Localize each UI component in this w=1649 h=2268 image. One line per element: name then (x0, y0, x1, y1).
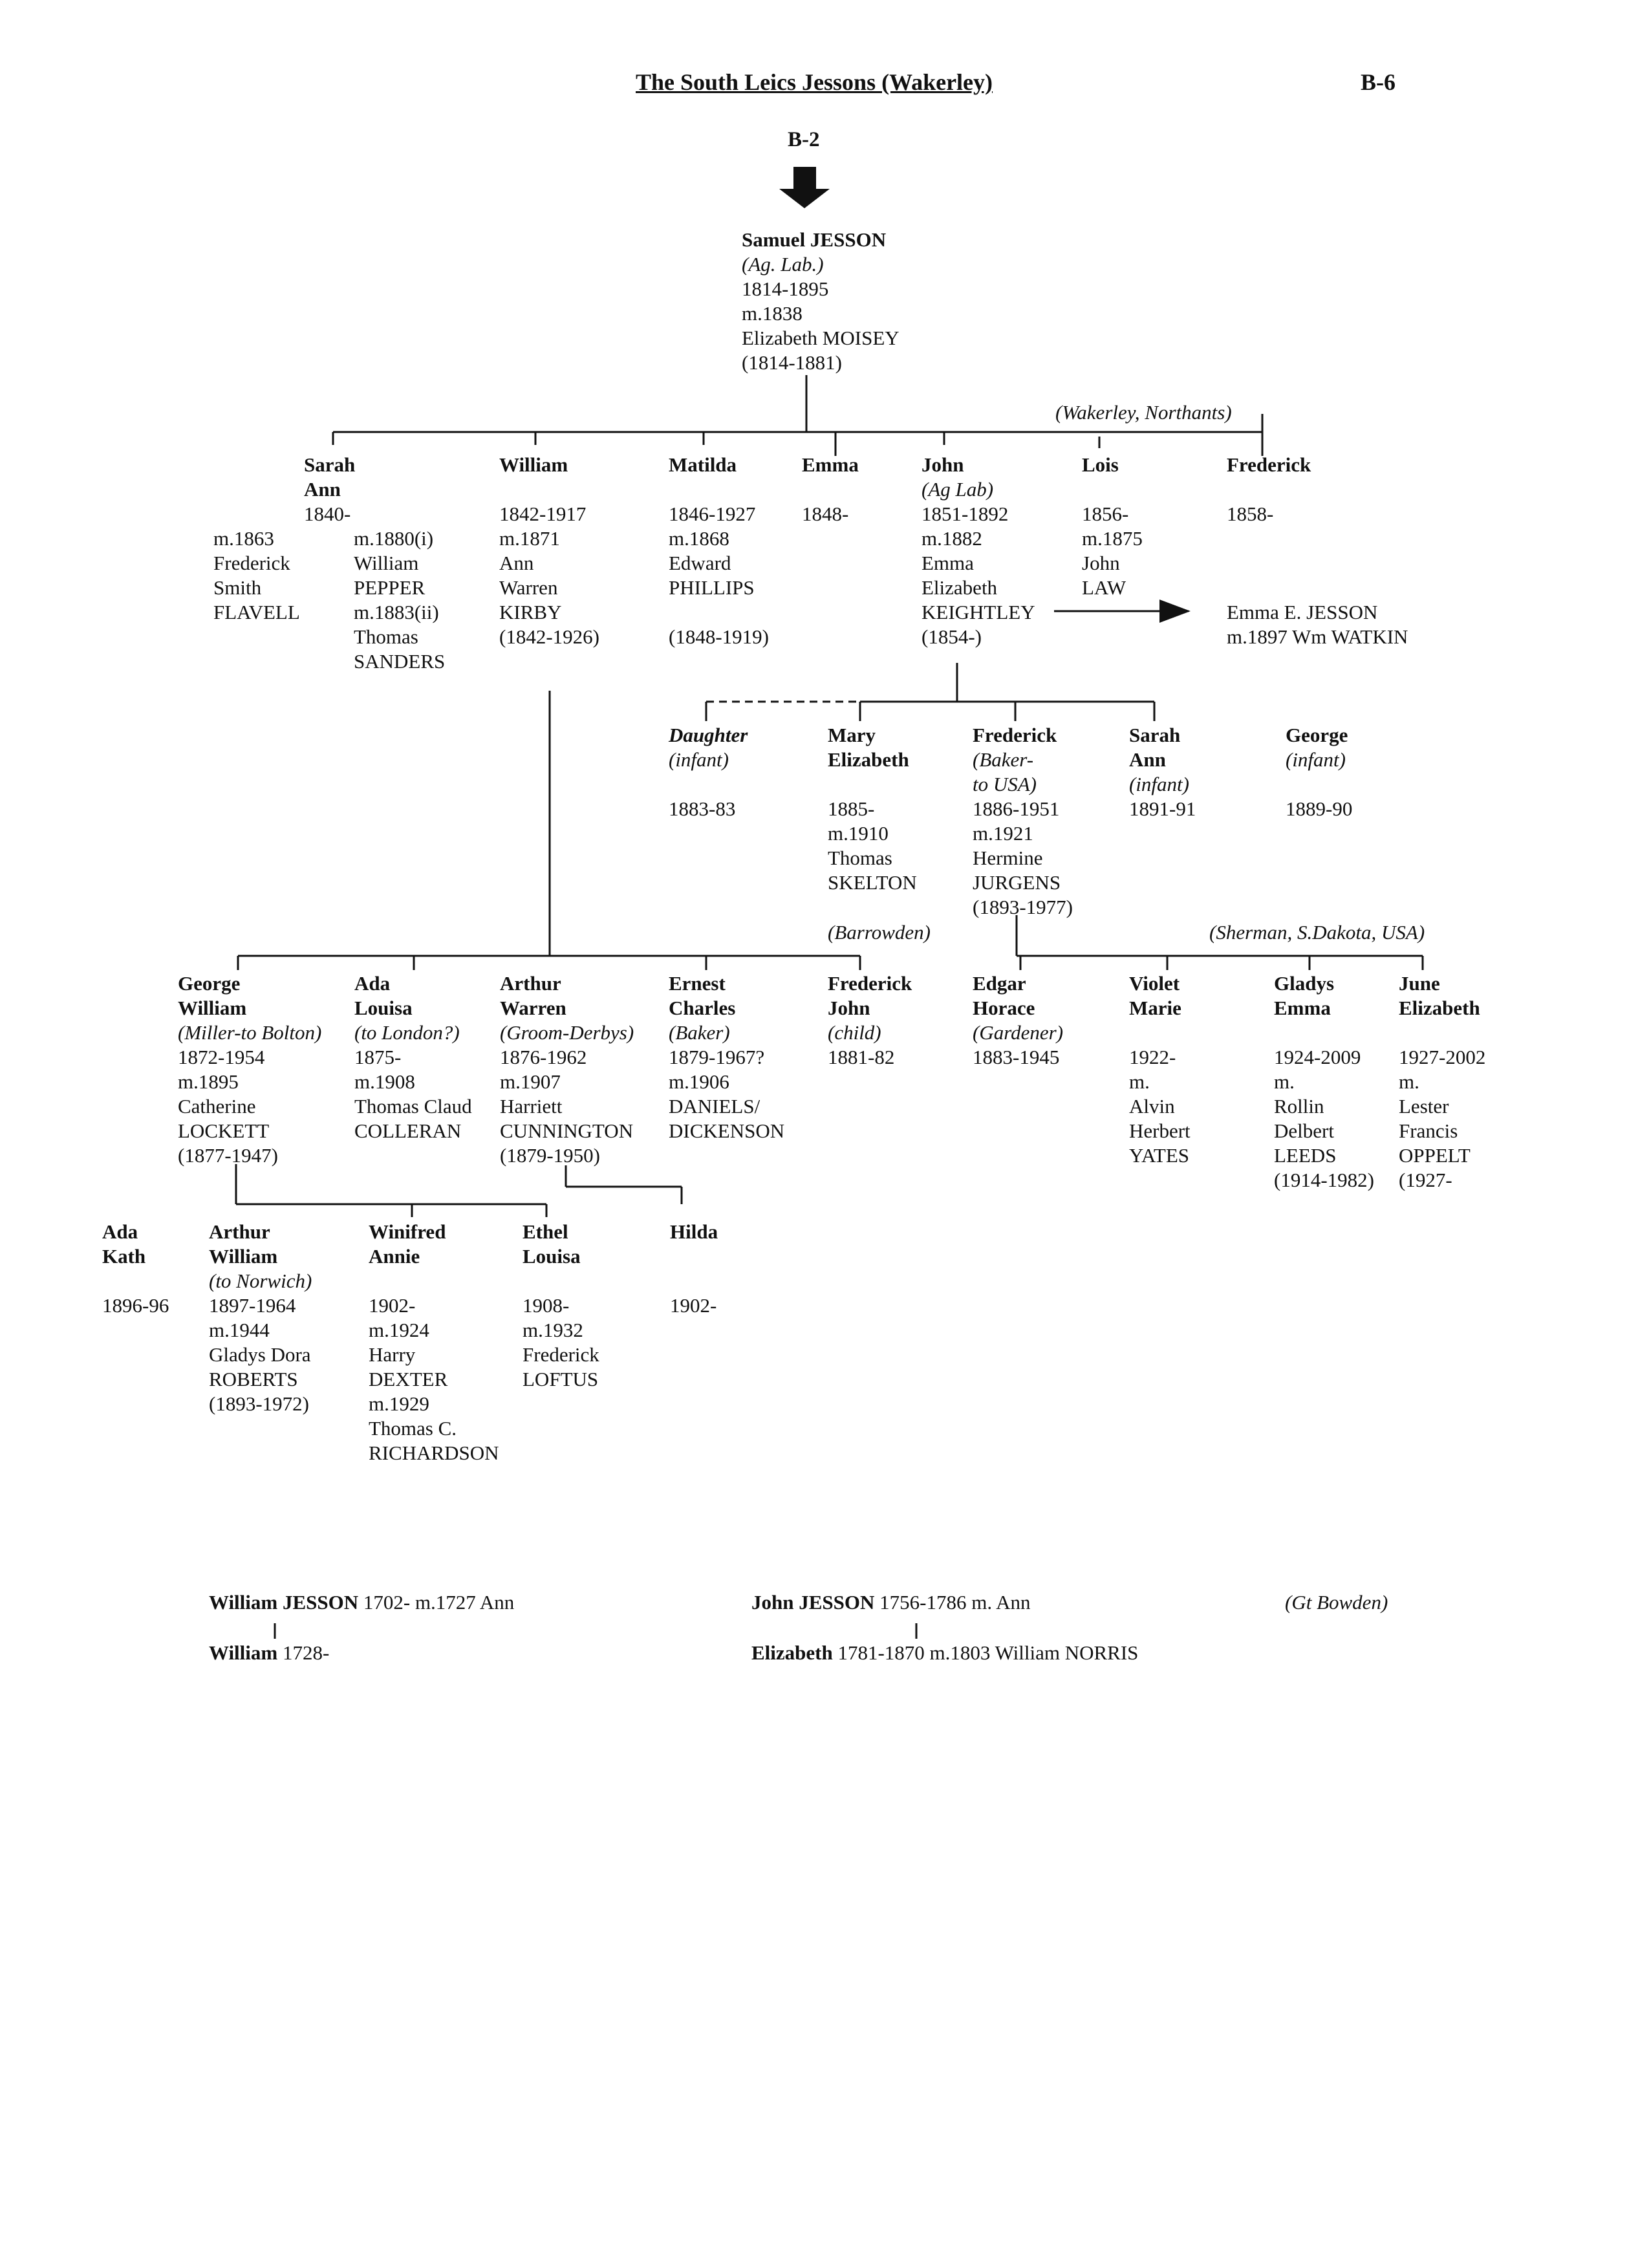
person-detail: 1883-83 (669, 797, 736, 820)
person-detail: Marie (1129, 997, 1181, 1019)
person-detail: DEXTER (369, 1368, 448, 1390)
person-detail: Ann (1129, 748, 1166, 771)
person-detail: ROBERTS (209, 1368, 298, 1390)
person-detail: (Groom-Derbys) (500, 1021, 634, 1044)
person-detail: (1842-1926) (499, 625, 599, 648)
person-detail: RICHARDSON (369, 1442, 499, 1464)
person-detail (102, 1269, 169, 1293)
person-name: Frederick (1227, 453, 1311, 476)
person-detail: m.1921 (973, 822, 1033, 845)
person-detail: m.1882 (921, 527, 982, 550)
footer-line-right-2 (751, 1641, 1138, 1665)
person-detail: John (828, 997, 870, 1019)
person-detail (1082, 477, 1143, 502)
person-detail: (Ag Lab) (921, 478, 994, 501)
person-detail: (1854-) (921, 625, 982, 648)
person-detail: 1876-1962 (500, 1046, 587, 1068)
person-detail: Horace (973, 997, 1035, 1019)
footer-name: John JESSON (751, 1591, 875, 1614)
person-name: Violet (1129, 972, 1180, 995)
person-detail: m.1883(ii) (354, 601, 439, 623)
person-detail: Louisa (354, 997, 413, 1019)
person-daughter (669, 723, 748, 821)
person-detail: 1858- (1227, 502, 1274, 525)
person-frederick2 (973, 723, 1073, 920)
person-detail: (1877-1947) (178, 1144, 278, 1167)
person-detail: (1814-1881) (742, 351, 842, 374)
person-detail: Rollin (1274, 1095, 1324, 1118)
person-name: Ada (102, 1220, 138, 1243)
person-detail: DANIELS/ (669, 1095, 760, 1118)
person-hilda (670, 1220, 718, 1318)
person-arthur-wm (209, 1220, 312, 1416)
footer-name: William (209, 1641, 278, 1664)
person-frederick-j (828, 971, 912, 1070)
person-detail: LOCKETT (178, 1119, 270, 1142)
person-detail: (1927- (1399, 1169, 1452, 1191)
person-detail: SKELTON (828, 871, 917, 894)
person-detail: KIRBY (499, 601, 562, 623)
person-name: Daughter (669, 724, 748, 746)
footer-line-right-1 (751, 1591, 1031, 1614)
person-detail: (Baker) (669, 1021, 730, 1044)
person-name: Ernest (669, 972, 726, 995)
person-detail: Frederick (523, 1343, 599, 1366)
person-detail: (Baker- (973, 748, 1034, 771)
person-william (499, 453, 599, 649)
person-detail: 1851-1892 (921, 502, 1009, 525)
person-detail: Catherine (178, 1095, 256, 1118)
person-detail (802, 477, 859, 502)
person-name: Ada (354, 972, 391, 995)
person-detail: to USA) (973, 773, 1037, 795)
person-name: Edgar (973, 972, 1026, 995)
footer-name: Elizabeth (751, 1641, 833, 1664)
person-detail: Louisa (523, 1245, 581, 1268)
person-lois (1082, 453, 1143, 600)
person-detail (1286, 772, 1352, 797)
person-detail: 1922- (1129, 1046, 1176, 1068)
person-detail: Emma (921, 552, 974, 574)
person-name: Emma (802, 453, 859, 476)
person-name: Sarah (1129, 724, 1181, 746)
person-detail: m.1932 (523, 1319, 583, 1341)
person-detail: LEEDS (1274, 1144, 1337, 1167)
person-detail: Smith (213, 576, 262, 599)
person-name: Frederick (973, 724, 1057, 746)
person-detail: 1846-1927 (669, 502, 756, 525)
person-detail: m.1897 Wm WATKIN (1227, 625, 1408, 648)
person-detail: m. (1129, 1070, 1150, 1093)
person-name: m.1863 (213, 527, 274, 550)
person-name: Samuel JESSON (742, 228, 887, 251)
person-detail: Alvin (1129, 1095, 1175, 1118)
person-detail (1227, 477, 1311, 502)
person-george-inf (1286, 723, 1352, 821)
person-detail (369, 1269, 499, 1293)
person-name: Hilda (670, 1220, 718, 1243)
person-name: Ethel (523, 1220, 568, 1243)
note-barrowden: (Barrowden) (828, 921, 931, 944)
person-detail: Elizabeth (921, 576, 998, 599)
person-gladys-e (1274, 971, 1374, 1193)
person-detail: m. (1399, 1070, 1419, 1093)
person-name: Sarah (304, 453, 356, 476)
person-detail: Ann (304, 478, 341, 501)
person-detail: m.1838 (742, 302, 803, 325)
person-detail: (1893-1977) (973, 896, 1073, 918)
person-name: George (178, 972, 241, 995)
person-name: George (1286, 724, 1348, 746)
footer-detail: 1781-1870 m.1803 William NORRIS (832, 1641, 1139, 1664)
person-detail: m.1907 (500, 1070, 561, 1093)
person-detail: Frederick (213, 552, 290, 574)
person-june (1399, 971, 1485, 1193)
person-detail: 1814-1895 (742, 277, 829, 300)
person-detail: 1872-1954 (178, 1046, 265, 1068)
person-detail: YATES (1129, 1144, 1190, 1167)
source-reference: B-2 (788, 128, 820, 151)
person-name: Arthur (500, 972, 561, 995)
person-detail: Elizabeth (828, 748, 909, 771)
person-john (921, 453, 1035, 649)
page-reference: B-6 (1361, 69, 1396, 95)
person-detail: 1902- (670, 1294, 717, 1317)
person-george-w (178, 971, 321, 1168)
person-detail: (Miller-to Bolton) (178, 1021, 322, 1044)
person-detail: (infant) (1129, 773, 1189, 795)
person-detail: William (354, 552, 419, 574)
person-detail (1129, 1021, 1191, 1045)
person-detail (499, 477, 599, 502)
person-sarah-ann2 (1129, 723, 1196, 821)
note-wakerley: (Wakerley, Northants) (1055, 401, 1232, 424)
person-detail: Lester (1399, 1095, 1449, 1118)
person-detail: Kath (102, 1245, 146, 1268)
person-detail: m. (1274, 1070, 1295, 1093)
person-detail: KEIGHTLEY (921, 601, 1035, 623)
person-detail: 1889-90 (1286, 797, 1353, 820)
page-title: The South Leics Jessons (Wakerley) (636, 69, 993, 95)
person-detail: Thomas C. (369, 1417, 457, 1440)
person-detail: William (209, 1245, 278, 1268)
person-detail: Harriett (500, 1095, 563, 1118)
person-detail: (to London?) (354, 1021, 460, 1044)
footer-detail: 1728- (277, 1641, 330, 1664)
person-detail: Delbert (1274, 1119, 1334, 1142)
person-name: Arthur (209, 1220, 270, 1243)
person-frederick1 (1227, 453, 1311, 526)
person-detail: 1896-96 (102, 1294, 169, 1317)
person-detail: m.1908 (354, 1070, 415, 1093)
person-detail (1399, 1021, 1485, 1045)
person-name: Gladys (1274, 972, 1335, 995)
person-samuel (742, 228, 900, 375)
person-detail: Annie (369, 1245, 420, 1268)
person-emma (802, 453, 859, 526)
footer-detail: 1702- m.1727 Ann (358, 1591, 515, 1614)
person-detail: Emma (1274, 997, 1331, 1019)
person-detail: (1893-1972) (209, 1392, 309, 1415)
person-detail: Thomas (354, 625, 418, 648)
person-detail: Edward (669, 552, 731, 574)
person-detail: (1914-1982) (1274, 1169, 1374, 1191)
person-detail: Thomas Claud (354, 1095, 472, 1118)
person-name: Matilda (669, 453, 737, 476)
person-edgar (973, 971, 1063, 1070)
person-detail: m.1910 (828, 822, 889, 845)
person-detail: Warren (499, 576, 558, 599)
person-detail: m.1868 (669, 527, 729, 550)
footer-name: William JESSON (209, 1591, 359, 1614)
person-name: m.1880(i) (354, 527, 434, 550)
down-arrow-icon (779, 167, 830, 208)
person-detail: Thomas (828, 847, 892, 869)
person-detail: m.1924 (369, 1319, 429, 1341)
person-matilda (669, 453, 769, 649)
person-detail: 1891-91 (1129, 797, 1196, 820)
person-detail: PEPPER (354, 576, 426, 599)
person-sarah-spouse (213, 526, 300, 625)
person-ernest (669, 971, 784, 1143)
person-detail: Elizabeth (1399, 997, 1480, 1019)
person-name: Lois (1082, 453, 1119, 476)
person-detail: m.1871 (499, 527, 560, 550)
person-arthur-w (500, 971, 634, 1168)
person-detail: (infant) (1286, 748, 1346, 771)
note-sherman: (Sherman, S.Dakota, USA) (1209, 921, 1425, 944)
person-detail: DICKENSON (669, 1119, 785, 1142)
person-name: Emma E. JESSON (1227, 601, 1378, 623)
person-emma-e (1227, 600, 1408, 649)
person-detail: FLAVELL (213, 601, 300, 623)
person-sarah-spouse2 (354, 526, 445, 674)
person-mary-eliz (828, 723, 917, 895)
person-detail: 1842-1917 (499, 502, 587, 525)
person-detail: 1848- (802, 502, 849, 525)
person-detail: m.1929 (369, 1392, 429, 1415)
person-ada-louisa (354, 971, 472, 1143)
person-detail: 1856- (1082, 502, 1129, 525)
person-detail (670, 1244, 718, 1269)
person-detail: Francis (1399, 1119, 1458, 1142)
person-detail (828, 772, 917, 797)
person-detail: 1840- (304, 502, 351, 525)
person-detail: (1879-1950) (500, 1144, 600, 1167)
person-violet (1129, 971, 1191, 1168)
person-detail: Charles (669, 997, 736, 1019)
person-detail: 1927-2002 (1399, 1046, 1486, 1068)
person-winifred (369, 1220, 499, 1465)
person-detail: William (178, 997, 247, 1019)
person-detail: Herbert (1129, 1119, 1191, 1142)
person-detail: PHILLIPS (669, 576, 755, 599)
person-detail: Elizabeth MOISEY (742, 327, 900, 349)
person-detail: (to Norwich) (209, 1269, 312, 1292)
person-ethel (523, 1220, 599, 1392)
person-detail: JURGENS (973, 871, 1061, 894)
person-detail: m.1944 (209, 1319, 270, 1341)
person-detail (1274, 1021, 1374, 1045)
person-name: Mary (828, 724, 876, 746)
person-detail: Warren (500, 997, 566, 1019)
person-detail (523, 1269, 599, 1293)
person-detail: 1885- (828, 797, 875, 820)
person-detail: LOFTUS (523, 1368, 599, 1390)
person-name: Frederick (828, 972, 912, 995)
person-detail (670, 1269, 718, 1293)
person-detail: 1886-1951 (973, 797, 1060, 820)
person-detail: 1902- (369, 1294, 416, 1317)
person-detail: m.1895 (178, 1070, 239, 1093)
person-detail (669, 600, 769, 625)
person-detail: (infant) (669, 748, 729, 771)
person-detail: (1848-1919) (669, 625, 769, 648)
person-detail: OPPELT (1399, 1144, 1471, 1167)
person-detail: 1924-2009 (1274, 1046, 1361, 1068)
person-detail: 1908- (523, 1294, 570, 1317)
person-detail: Harry (369, 1343, 416, 1366)
person-detail: COLLERAN (354, 1119, 462, 1142)
person-detail: 1881-82 (828, 1046, 895, 1068)
person-detail: John (1082, 552, 1120, 574)
person-detail: (Gardener) (973, 1021, 1064, 1044)
footer-line-left-1 (209, 1591, 514, 1614)
person-detail: 1897-1964 (209, 1294, 296, 1317)
person-ada-kath (102, 1220, 169, 1318)
person-detail: Gladys Dora (209, 1343, 311, 1366)
person-detail: m.1906 (669, 1070, 729, 1093)
person-detail: LAW (1082, 576, 1126, 599)
footer-detail: 1756-1786 m. Ann (874, 1591, 1031, 1614)
person-detail: SANDERS (354, 650, 446, 673)
person-detail: 1879-1967? (669, 1046, 765, 1068)
person-detail (669, 477, 769, 502)
person-name: Winifred (369, 1220, 446, 1243)
person-detail: Hermine (973, 847, 1043, 869)
note-gt-bowden: (Gt Bowden) (1285, 1591, 1388, 1614)
person-detail: Ann (499, 552, 534, 574)
person-name: June (1399, 972, 1440, 995)
person-detail: (child) (828, 1021, 881, 1044)
person-name: John (921, 453, 964, 476)
person-detail: m.1875 (1082, 527, 1143, 550)
footer-line-left-2 (209, 1641, 329, 1665)
person-detail: 1883-1945 (973, 1046, 1060, 1068)
person-name: William (499, 453, 568, 476)
person-detail: 1875- (354, 1046, 402, 1068)
person-sarah-ann (304, 453, 355, 526)
person-detail: (Ag. Lab.) (742, 253, 824, 275)
person-detail: CUNNINGTON (500, 1119, 634, 1142)
person-detail (669, 772, 748, 797)
